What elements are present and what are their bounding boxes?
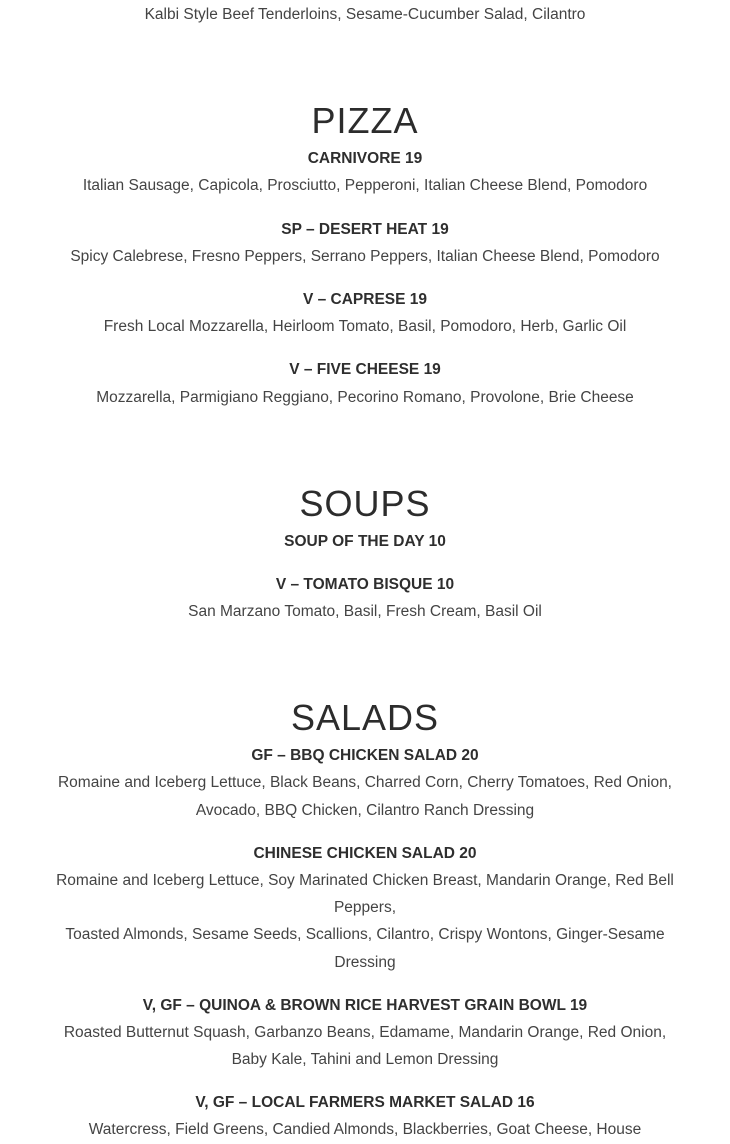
- menu-item-title: V, GF – LOCAL FARMERS MARKET SALAD 16: [195, 1094, 535, 1111]
- menu-item-description-line: Romaine and Iceberg Lettuce, Soy Marinated Chicken Breast, Mandarin Orange, Red Bell: [56, 872, 674, 889]
- menu-item-title: V, GF – QUINOA & BROWN RICE HARVEST GRAIN BOWL 19: [142, 997, 588, 1014]
- menu-item-title: CARNIVORE 19: [307, 150, 423, 167]
- menu-item-description: Mozzarella, Parmigiano Reggiano, Pecorino Romano, Provolone, Brie Cheese: [96, 389, 634, 406]
- menu-item-description-line: Avocado, BBQ Chicken, Cilantro Ranch Dressing: [195, 802, 535, 819]
- menu-item-title: V – FIVE CHEESE 19: [289, 361, 441, 378]
- menu-item-title: V – TOMATO BISQUE 10: [275, 576, 455, 593]
- section-heading-soups: SOUPS: [299, 483, 431, 524]
- menu-item-description-line: Watercress, Field Greens, Candied Almonds, Blackberries, Goat Cheese, House: [88, 1121, 642, 1138]
- menu-item-title: V – CAPRESE 19: [302, 291, 428, 308]
- menu-item-title: SOUP OF THE DAY 10: [284, 533, 446, 550]
- section-heading-salads: SALADS: [290, 697, 440, 738]
- menu-item-description-line: Roasted Butternut Squash, Garbanzo Beans, Edamame, Mandarin Orange, Red Onion,: [63, 1024, 667, 1041]
- menu-item-title: CHINESE CHICKEN SALAD 20: [253, 845, 477, 862]
- menu-item-description: Fresh Local Mozzarella, Heirloom Tomato, Basil, Pomodoro, Herb, Garlic Oil: [103, 318, 627, 335]
- menu-item-description-line: Toasted Almonds, Sesame Seeds, Scallions, Cilantro, Crispy Wontons, Ginger-Sesame: [65, 926, 665, 943]
- menu-item-description: Italian Sausage, Capicola, Prosciutto, Pepperoni, Italian Cheese Blend, Pomodoro: [82, 177, 648, 194]
- menu-item-description: Spicy Calebrese, Fresno Peppers, Serrano Peppers, Italian Cheese Blend, Pomodoro: [70, 248, 660, 265]
- menu-item-description: Kalbi Style Beef Tenderloins, Sesame-Cucumber Salad, Cilantro: [144, 6, 586, 23]
- menu-item-description-line: Dressing: [334, 954, 396, 971]
- menu-item-description-line: Romaine and Iceberg Lettuce, Black Beans, Charred Corn, Cherry Tomatoes, Red Onion,: [57, 774, 672, 791]
- menu-item-title: GF – BBQ CHICKEN SALAD 20: [251, 747, 479, 764]
- section-heading-pizza: PIZZA: [311, 100, 419, 141]
- menu-item-title: SP – DESERT HEAT 19: [281, 221, 449, 238]
- menu-item-description-line: Peppers,: [333, 899, 397, 916]
- menu-item-description-line: Baby Kale, Tahini and Lemon Dressing: [231, 1051, 499, 1068]
- menu-item-description: San Marzano Tomato, Basil, Fresh Cream, Basil Oil: [188, 603, 542, 620]
